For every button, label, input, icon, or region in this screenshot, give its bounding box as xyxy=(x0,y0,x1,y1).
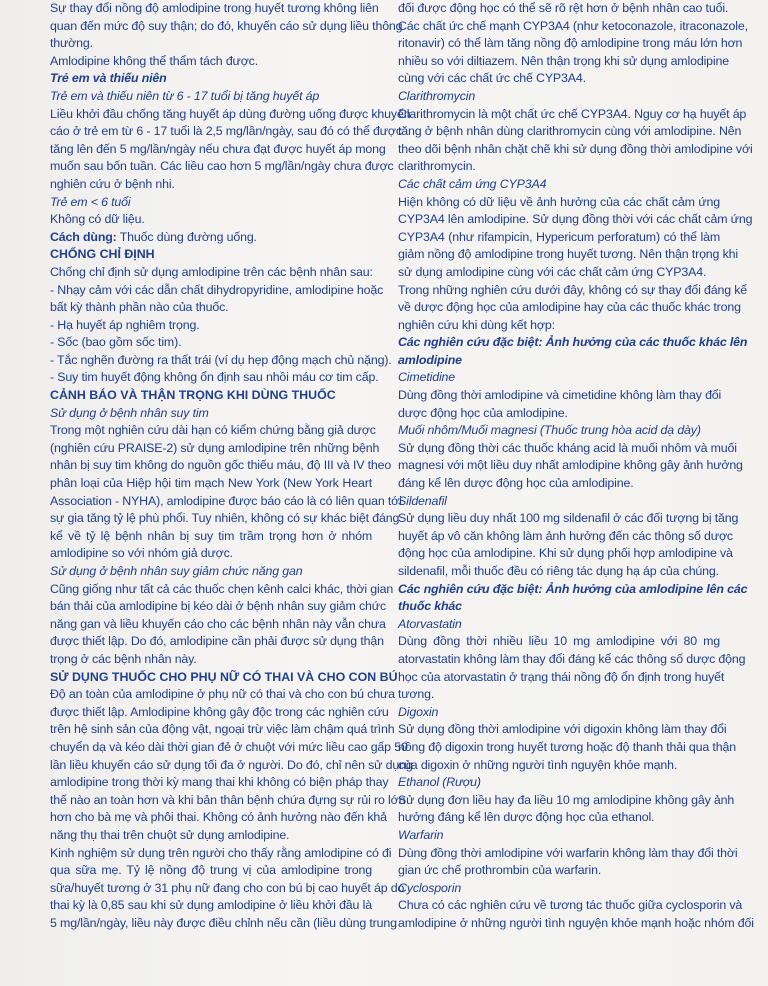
right-line: Chưa có các nghiên cứu về tương tác thuốc giữa cyclosporin và xyxy=(398,898,743,913)
right-line: Trong những nghiên cứu dưới đây, không có sự thay đổi đáng kể xyxy=(398,282,748,297)
left-line: thường. xyxy=(50,36,93,51)
right-line: Dùng đồng thời nhiều liều 10 mg amlodipine với 80 mg xyxy=(398,634,720,649)
right-line: về dược động học của amlodipine hay của các thuốc khác trong xyxy=(398,300,741,315)
right-line: CYP3A4 (như rifampicin, Hypericum perforatum) có thể làm xyxy=(398,229,720,244)
right-line: Warfarin xyxy=(398,827,444,842)
left-line: năng thụ thai trên chuột sử dụng amlodipine. xyxy=(50,827,290,842)
left-line: kể về tỷ lệ bệnh nhân bị suy tim trầm trọng hơn ở nhóm xyxy=(50,528,372,543)
left-line: - Suy tim huyết động không ổn định sau nhồi máu cơ tim cấp. xyxy=(50,370,379,385)
left-line: CẢNH BÁO VÀ THẬN TRỌNG KHI DÙNG THUỐC xyxy=(50,388,336,403)
left-line: Liều khởi đầu chống tăng huyết áp dùng đường uống được khuyến xyxy=(50,106,411,121)
right-line: sildenafil, mỗi thuốc đều có riêng tác dụng hạ áp của chúng. xyxy=(398,564,719,578)
left-line: Trẻ em và thiếu niên từ 6 - 17 tuổi bị tăng huyết áp xyxy=(50,88,320,103)
right-line: đáng kể lên dược động học của amlodipine. xyxy=(398,476,634,491)
left-line: Amlodipine không thể thẩm tách được. xyxy=(50,53,259,68)
right-line: Sử dụng đơn liều hay đa liều 10 mg amlodipine không gây ảnh xyxy=(398,792,735,807)
right-line: gian ức chế prothrombin của warfarin. xyxy=(398,863,602,878)
right-line: nồng độ digoxin trong huyết tương hoặc độ thanh thải qua thận xyxy=(398,739,736,754)
left-column xyxy=(50,0,413,932)
left-line: sữa/huyết tương ở 31 phụ nữ đang cho con bú bị cao huyết áp do xyxy=(50,880,405,895)
left-line: (nghiên cứu PRAISE-2) sử dụng amlodipine trên những bệnh xyxy=(50,440,380,455)
left-line: CHỐNG CHỈ ĐỊNH xyxy=(50,247,155,262)
left-line: Không có dữ liệu. xyxy=(50,212,145,227)
section-text: Thuốc dùng đường uống. xyxy=(116,229,257,244)
left-line: Sử dụng ở bệnh nhân suy tim xyxy=(50,405,209,420)
right-line: đối được động học có thể sẽ rõ rệt hơn ở bệnh nhân cao tuổi. xyxy=(398,1,729,15)
left-line: Chống chỉ định sử dụng amlodipine trên các bệnh nhân sau: xyxy=(50,264,373,279)
left-line: bán thải của amlodipine bị kéo dài ở bệnh nhân suy giảm chức xyxy=(50,599,386,614)
left-line: Trẻ em < 6 tuổi xyxy=(50,194,131,209)
right-line: nhiều so với diltiazem. Nên thận trọng khi sử dụng amlodipine xyxy=(398,53,729,68)
left-line: tăng lên đến 5 mg/lần/ngày nếu chưa đạt được huyết áp mong xyxy=(50,141,386,156)
left-line: - Nhạy cảm với các dẫn chất dihydropyridine, amlodipine hoặc xyxy=(50,282,384,297)
right-line: Dùng đồng thời amlodipine và cimetidine không làm thay đổi xyxy=(398,388,722,403)
left-line: qua sữa mẹ. Tỷ lệ nồng độ trung vị của amlodipine trong xyxy=(50,863,372,878)
right-line: clarithromycin. xyxy=(398,159,476,174)
left-line: năng gan và liều khuyến cáo cho các bệnh nhân này vẫn chưa xyxy=(50,616,386,631)
right-line: Clarithromycin xyxy=(398,88,476,103)
left-line: Trong một nghiên cứu dài hạn có kiểm chứng bằng giả dược xyxy=(50,423,376,438)
left-line: amlodipine so với nhóm giả dược. xyxy=(50,546,233,561)
left-line: - Sốc (bao gồm sốc tim). xyxy=(50,335,182,350)
left-line: 5 mg/lần/ngày, liều này được điều chỉnh nếu cần (liều dùng trung xyxy=(50,915,397,930)
left-line: hơn cho bà mẹ và phôi thai. Không có ảnh hưởng nào đến khả xyxy=(50,810,387,825)
right-line: giảm nồng độ amlodipine trong huyết tương. Nên thận trọng khi xyxy=(398,247,738,262)
right-line: Các chất cảm ứng CYP3A4 xyxy=(398,176,547,191)
left-line: cáo ở trẻ em từ 6 - 17 tuổi là 2,5 mg/lần/ngày, sau đó có thể được xyxy=(50,124,402,139)
left-line: chuyển dạ và kéo dài thời gian đẻ ở chuột với mức liều cao gấp 50 xyxy=(50,739,408,754)
right-line: magnesi với một liều duy nhất amlodipine không gây ảnh hưởng xyxy=(398,458,743,473)
left-line: sự gia tăng tỷ lệ phù phổi. Tuy nhiên, không có sự khác biệt đáng xyxy=(50,511,400,526)
right-line: hưởng đáng kể lên dược động học của ethanol. xyxy=(398,810,655,825)
right-line: amlodipine xyxy=(398,352,462,367)
right-line: động học của amlodipine. Khi sử dụng phối hợp amlodipine và xyxy=(398,546,733,561)
right-line: Dùng đồng thời amlodipine với warfarin không làm thay đổi thời xyxy=(398,845,738,860)
right-line: atorvastatin không làm thay đổi đáng kể các thông số dược động xyxy=(398,651,746,666)
right-line: sử dụng amlodipine cùng với các chất cảm ứng CYP3A4. xyxy=(398,264,707,279)
left-line: thế nào an toàn hơn và khi bản thân bệnh chứa đựng sự rủi ro lớn xyxy=(50,792,406,807)
left-line: Độ an toàn của amlodipine ở phụ nữ có thai và cho con bú chưa xyxy=(50,687,395,702)
left-line: Association - NYHA), amlodipine được báo cáo là có liên quan tới xyxy=(50,493,402,508)
left-line: thai kỳ là 0,85 sau khi sử dụng amlodipine ở liều khởi đầu là xyxy=(50,898,372,913)
right-line: Digoxin xyxy=(398,704,439,719)
right-line: huyết áp vô căn không làm ảnh hưởng đến các thông số dược xyxy=(398,528,733,543)
right-line: cùng với các chất ức chế CYP3A4. xyxy=(398,71,586,86)
right-line: nghiên cứu khi dùng kết hợp: xyxy=(398,317,555,332)
right-line: Clarithromycin là một chất ức chế CYP3A4. Nguy cơ hạ huyết áp xyxy=(398,106,747,121)
left-line: Kinh nghiệm sử dụng trên người cho thấy rằng amlodipine có đi xyxy=(50,845,392,860)
left-line: trên hệ sinh sản của động vật, ngoại trừ việc làm chậm quá trình xyxy=(50,722,395,737)
right-line: Các chất ức chế mạnh CYP3A4 (như ketoconazole, itraconazole, xyxy=(398,18,748,33)
left-line: - Tắc nghẽn đường ra thất trái (ví dụ hẹp động mạch chủ nặng). xyxy=(50,352,392,367)
right-line: Hiện không có dữ liệu về ảnh hưởng của các chất cảm ứng xyxy=(398,194,720,209)
left-line: bất kỳ thành phần nào của thuốc. xyxy=(50,300,229,315)
right-line: Sildenafil xyxy=(398,493,447,508)
right-line: tương. xyxy=(398,687,435,702)
right-line: dược động học của amlodipine. xyxy=(398,405,568,420)
left-line xyxy=(50,229,372,247)
left-line: SỬ DỤNG THUỐC CHO PHỤ NỮ CÓ THAI VÀ CHO CON BÚ xyxy=(50,669,398,684)
right-line: Sử dụng đồng thời các thuốc kháng acid là muối nhôm và muối xyxy=(398,440,737,455)
left-line: quan đến mức độ suy thận; do đó, khuyến cáo sử dụng liều thông xyxy=(50,18,403,33)
right-line: học của atorvastatin ở trạng thái nồng độ ổn định trong huyết xyxy=(398,669,725,684)
right-line: Muối nhôm/Muối magnesi (Thuốc trung hòa acid dạ dày) xyxy=(398,423,701,438)
left-line: - Hạ huyết áp nghiêm trọng. xyxy=(50,317,200,332)
left-line: được thiết lập. Do đó, amlodipine cần phải được sử dụng thận xyxy=(50,634,384,649)
right-line: Các nghiên cứu đặc biệt: Ảnh hưởng của amlodipine lên các xyxy=(398,581,748,596)
left-line: nhân bị suy tim không do nguồn gốc thiếu máu, độ III và IV theo xyxy=(50,458,392,473)
right-line: Cyclosporin xyxy=(398,880,462,895)
right-line: theo dõi bệnh nhân chặt chẽ khi sử dụng đồng thời amlodipine với xyxy=(398,141,753,156)
right-column xyxy=(398,0,754,932)
left-line: Sử dụng ở bệnh nhân suy giảm chức năng gan xyxy=(50,564,303,578)
right-line: Ethanol (Rượu) xyxy=(398,775,481,790)
left-line: amlodipine trong thời kỳ mang thai khi không có biện pháp thay xyxy=(50,775,389,790)
left-line: Sự thay đổi nồng độ amlodipine trong huyết tương không liên xyxy=(50,1,379,15)
section-label: Cách dùng: xyxy=(50,229,117,244)
right-line: Các nghiên cứu đặc biệt: Ảnh hưởng của các thuốc khác lên xyxy=(398,335,748,350)
right-line: thuốc khác xyxy=(398,599,462,614)
left-line: Trẻ em và thiếu niên xyxy=(50,71,167,86)
left-line: phân loại của Hiệp hội tim mạch New York (New York Heart xyxy=(50,476,372,491)
left-line: trọng ở các bệnh nhân này. xyxy=(50,651,197,666)
left-line: được thiết lập. Amlodipine không gây độc trong các nghiên cứu xyxy=(50,704,389,719)
left-line: muốn sau bốn tuần. Các liều cao hơn 5 mg/lần/ngày chưa được xyxy=(50,159,394,174)
right-line: Sử dụng đồng thời amlodipine với digoxin không làm thay đổi xyxy=(398,722,727,737)
right-line: tăng ở bệnh nhân dùng clarithromycin cùng với amlodipine. Nên xyxy=(398,124,742,139)
right-line: Sử dụng liều duy nhất 100 mg sildenafil ở các đối tượng bị tăng xyxy=(398,511,739,526)
right-line: CYP3A4 lên amlodipine. Sử dụng đồng thời với các chất cảm ứng xyxy=(398,212,753,227)
right-line: ritonavir) có thể làm tăng nồng độ amlodipine trong máu lớn hơn xyxy=(398,36,743,51)
right-line: amlodipine ở những người tình nguyện khỏe mạnh hoặc nhóm đối xyxy=(398,915,754,930)
right-line: của digoxin ở những người tình nguyện khỏe mạnh. xyxy=(398,757,678,772)
right-line: Cimetidine xyxy=(398,370,456,385)
left-line: nghiên cứu ở bệnh nhi. xyxy=(50,176,175,191)
right-line: Atorvastatin xyxy=(398,616,462,631)
left-line: Cũng giống như tất cả các thuốc chẹn kênh calci khác, thời gian xyxy=(50,581,394,596)
left-line: lần liều khuyến cáo sử dụng tối đa ở người. Do đó, chỉ nên sử dụng xyxy=(50,757,413,772)
